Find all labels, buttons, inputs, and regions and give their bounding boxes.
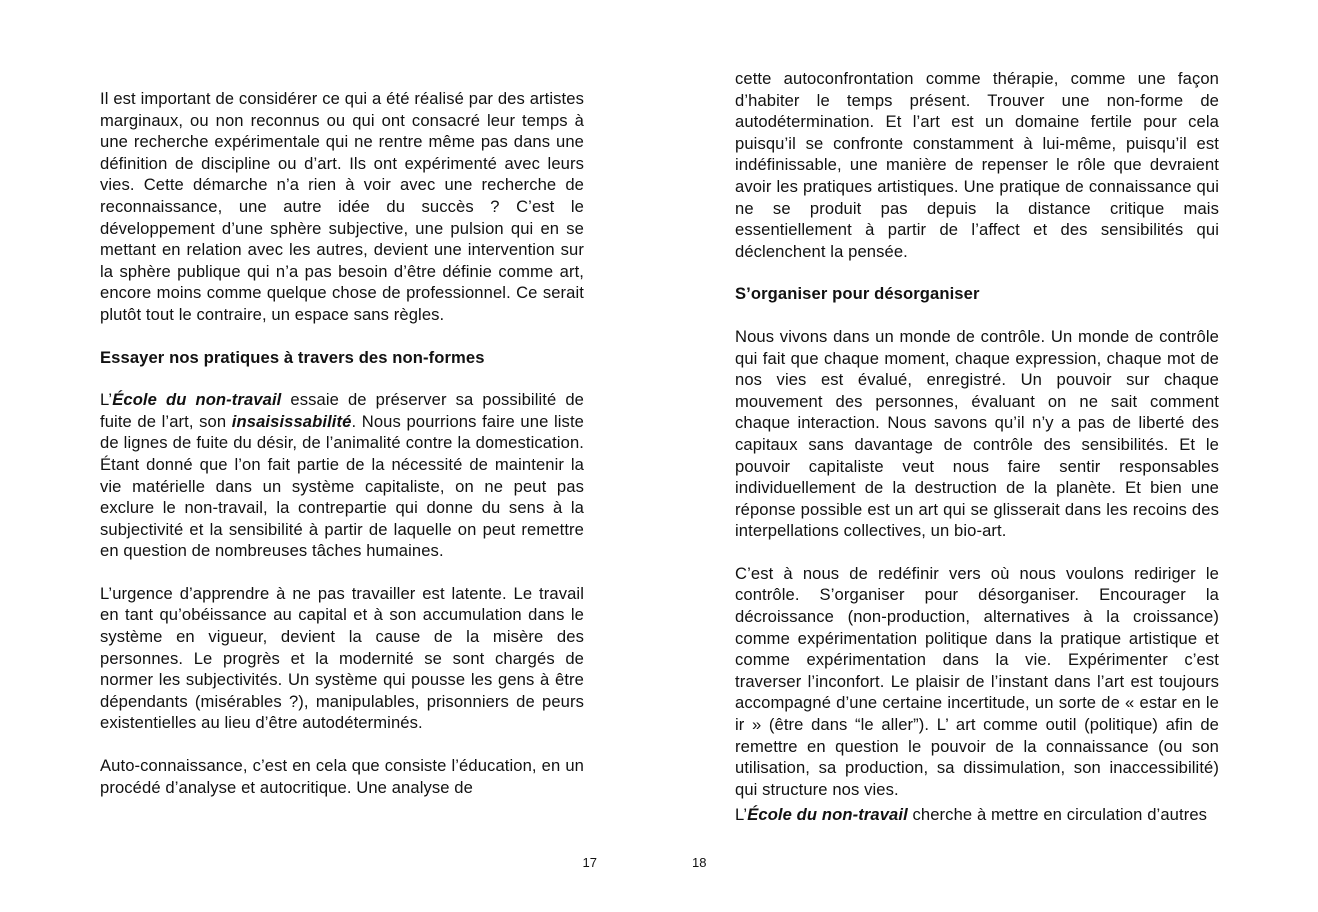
- text-run: Nous vivons dans un monde de contrôle. Un monde de contrôle qui fait que chaque moment, chaque expression, chaque mot de nos vies est évalué, enregistré. Un pouvoir sur chaque mouvement des personnes, évaluant on ne sait comment chaque interaction. Nous savons qu’il n’y a pas de liberté des capitaux sans davantage de contrôle des sensibilités. Et le pouvoir capitaliste veut nous faire sentir responsables individuellement de la destruction de la planète. Et bien une réponse possible est un art qui se glisserait dans les recoins des interpellations collectives, un bio-art.: [735, 326, 1219, 541]
- paragraph: [100, 88, 584, 326]
- paragraph: [100, 583, 584, 734]
- text-run: Auto-connaissance, c’est en cela que consiste l’éducation, en un procédé d’analyse et autocritique. Une analyse de: [100, 756, 584, 797]
- page-left-text-block: [100, 88, 584, 798]
- text-run: . Nous pourrions faire une liste de lignes de fuite du désir, de l’animalité contre la domestication. Étant donné que l’on fait partie de la nécessité de maintenir la vie matérielle dans un système capitaliste, on ne peut pas exclure le non-travail, la contrepartie qui donne du sens à la subjectivité et la sensibilité à partir de laquelle on peut remettre en question de nombreuses tâches humaines.: [100, 411, 584, 561]
- text-run: L’: [100, 390, 113, 410]
- text-run: S’organiser pour désorganiser: [735, 284, 980, 304]
- section-heading: [100, 347, 584, 369]
- text-run: L’urgence d’apprendre à ne pas travailler est latente. Le travail en tant qu’obéissance au capital et à son accumulation dans le système en vigueur, devient la cause de la misère des personnes. Le progrès et la modernité se sont chargés de normer les subjectivités. Un système qui pousse les gens à être dépendants (misérables ?), manipulables, prisonniers de peurs existentielles au lieu d’être autodéterminés.: [100, 583, 584, 733]
- paragraph: [735, 326, 1219, 542]
- text-run: Il est important de considérer ce qui a été réalisé par des artistes marginaux, ou non reconnus ou qui ont consacré leur temps à une recherche expérimentale qui ne rentre même pas dans une définition de discipline ou d’art. Ils ont expérimenté avec leurs vies. Cette démarche n’a rien à voir avec une recherche de reconnaissance, une autre idée du succès ? C’est le développement d’une sphère subjective, une pulsion qui en se mettant en relation avec les autres, devient une intervention sur la sphère publique qui n’a pas besoin d’être définie comme art, encore moins comme quelque chose de professionnel. Ce serait plutôt tout le contraire, un espace sans règles.: [100, 89, 584, 324]
- text-run: insaisissabilité: [231, 411, 352, 431]
- paragraph: [100, 389, 584, 562]
- section-heading: [735, 283, 1219, 305]
- text-run: C’est à nous de redéfinir vers où nous voulons rediriger le contrôle. S’organiser pour désorganiser. Encourager la décroissance (non-production, alternatives à la croissance) comme expérimentation politique dans la pratique artistique et comme expérimentation dans la vie. Expérimenter c’est traverser l’inconfort. Le plaisir de l’instant dans l’art est toujours accompagné d’une certaine incertitude, un sorte de « estar en le ir » (être dans “le aller”). L’ art comme outil (politique) afin de remettre en question le pouvoir de la connaissance (ou son utilisation, sa production, sa dissimulation, son inaccessibilité) qui structure nos vies.: [735, 563, 1219, 799]
- text-run: essaie de préserver sa possibilité de fuite de l’art, son: [100, 390, 584, 431]
- text-run: cette autoconfrontation comme thérapie, comme une façon d’habiter le temps présent. Trouver une non-forme de autodétermination. Et l’art est un domaine fertile pour cela puisqu’il se confronte constamment à lui-même, puisqu’il est indéfinissable, une manière de repenser le rôle que devraient avoir les pratiques artistiques. Une pratique de connaissance qui ne se produit pas depuis la distance critique mais essentiellement à partir de l’affect et des sensibilités qui déclenchent la pensée.: [735, 69, 1219, 261]
- page-number: 18: [692, 855, 707, 870]
- paragraph: [735, 804, 1219, 826]
- page-number: 17: [582, 855, 597, 870]
- paragraph: [100, 755, 584, 798]
- page-right-text-block: [735, 68, 1219, 826]
- page-right: [659, 0, 1318, 912]
- paragraph: [735, 563, 1219, 801]
- text-run: École du non-travail: [747, 805, 908, 825]
- text-run: L’: [735, 805, 748, 825]
- text-run: cherche à mettre en circulation d’autres: [907, 805, 1208, 825]
- paragraph: [735, 68, 1219, 262]
- text-run: Essayer nos pratiques à travers des non-formes: [100, 347, 485, 367]
- text-run: École du non-travail: [112, 390, 282, 410]
